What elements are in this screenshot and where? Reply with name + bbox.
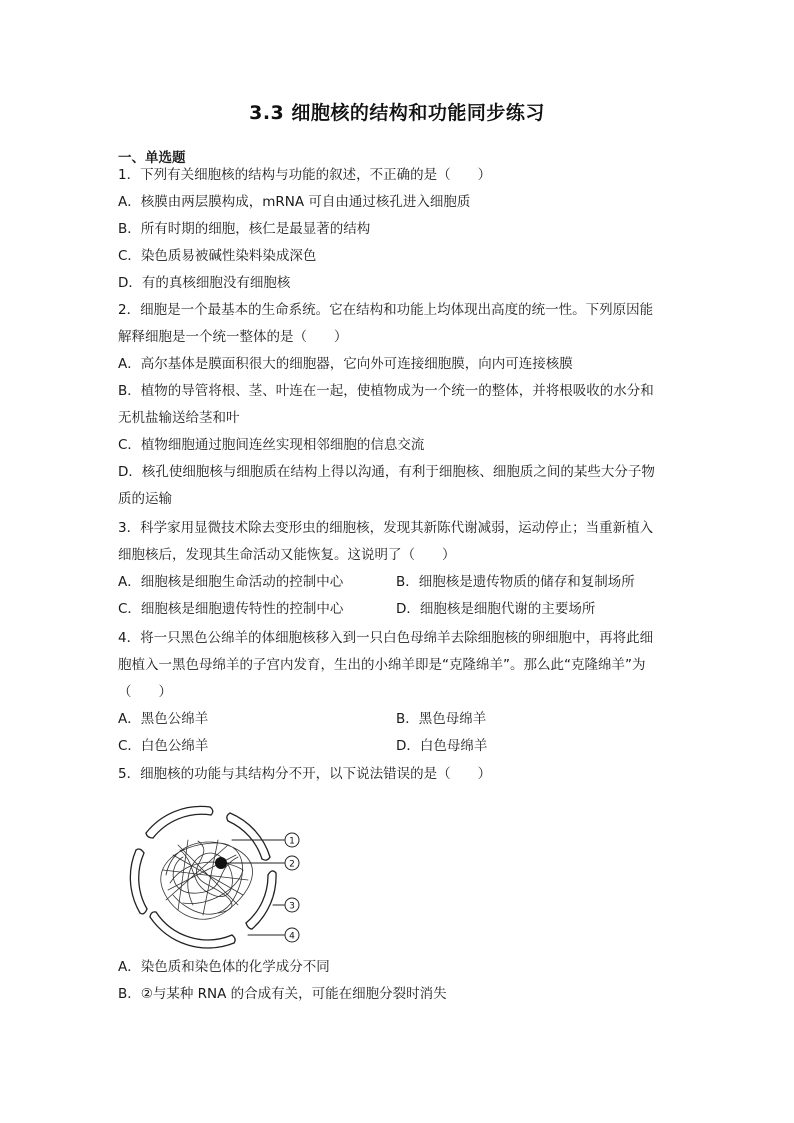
question-2-option-c: C．植物细胞通过胞间连丝实现相邻细胞的信息交流 bbox=[118, 437, 425, 453]
question-1-option-d: D．有的真核细胞没有细胞核 bbox=[118, 275, 291, 291]
label-4: 4 bbox=[289, 931, 295, 942]
question-2-option-b: B．植物的导管将根、茎、叶连在一起，使植物成为一个统一的整体，并将根吸收的水分和 bbox=[118, 383, 654, 399]
question-2-option-a: A．高尔基体是膜面积很大的细胞器，它向外可连接细胞膜，向内可连接核膜 bbox=[118, 356, 573, 372]
question-2-option-d: D．核孔使细胞核与细胞质在结构上得以沟通，有利于细胞核、细胞质之间的某些大分子物 bbox=[118, 464, 655, 480]
question-3-stem-line-2: 细胞核后，发现其生命活动又能恢复。这说明了（ ） bbox=[118, 547, 456, 563]
label-2: 2 bbox=[289, 859, 295, 870]
label-circles bbox=[285, 833, 299, 942]
label-3: 3 bbox=[289, 901, 295, 912]
question-1-option-b: B．所有时期的细胞，核仁是最显著的结构 bbox=[118, 221, 371, 237]
section-heading: 一、单选题 bbox=[118, 150, 186, 166]
question-4-option-b: B．黑色母绵羊 bbox=[396, 711, 487, 727]
question-3-option-b: B．细胞核是遗传物质的储存和复制场所 bbox=[396, 574, 635, 590]
question-3-option-d: D．细胞核是细胞代谢的主要场所 bbox=[396, 601, 596, 617]
nuclear-envelope-icon bbox=[130, 806, 276, 948]
label-1: 1 bbox=[289, 836, 295, 847]
page-title: 3.3 细胞核的结构和功能同步练习 bbox=[249, 102, 545, 124]
question-5-stem: 5．细胞核的功能与其结构分不开，以下说法错误的是（ ） bbox=[118, 766, 492, 782]
question-1-stem: 1．下列有关细胞核的结构与功能的叙述，不正确的是（ ） bbox=[118, 167, 492, 183]
question-2-option-d-cont: 质的运输 bbox=[118, 491, 172, 507]
question-3-option-c: C．细胞核是细胞遗传特性的控制中心 bbox=[118, 601, 344, 617]
question-4-option-a: A．黑色公绵羊 bbox=[118, 711, 209, 727]
nucleolus-icon bbox=[215, 857, 227, 869]
question-1-option-c: C．染色质易被碱性染料染成深色 bbox=[118, 248, 317, 264]
question-4-stem-line-3: （ ） bbox=[118, 684, 172, 700]
question-3-stem-line-1: 3．科学家用显微技术除去变形虫的细胞核，发现其新陈代谢减弱，运动停止；当重新植入 bbox=[118, 520, 654, 536]
question-4-stem-line-2: 胞植入一黑色母绵羊的子宫内发育，生出的小绵羊即是“克隆绵羊”。那么此“克隆绵羊”为 bbox=[118, 657, 646, 673]
question-5-option-a: A．染色质和染色体的化学成分不同 bbox=[118, 959, 330, 975]
question-2-stem-line-1: 2．细胞是一个最基本的生命系统。它在结构和功能上均体现出高度的统一性。下列原因能 bbox=[118, 302, 654, 318]
nucleus-structure-diagram bbox=[118, 795, 318, 950]
question-3-option-a: A．细胞核是细胞生命活动的控制中心 bbox=[118, 574, 344, 590]
question-2-stem-line-2: 解释细胞是一个统一整体的是（ ） bbox=[118, 329, 348, 345]
question-1-option-a: A．核膜由两层膜构成，mRNA 可自由通过核孔进入细胞质 bbox=[118, 194, 471, 210]
question-5-option-b: B．②与某种 RNA 的合成有关，可能在细胞分裂时消失 bbox=[118, 986, 447, 1002]
question-4-stem-line-1: 4．将一只黑色公绵羊的体细胞核移入到一只白色母绵羊去除细胞核的卵细胞中，再将此细 bbox=[118, 630, 654, 646]
question-4-option-d: D．白色母绵羊 bbox=[396, 738, 488, 754]
question-4-option-c: C．白色公绵羊 bbox=[118, 738, 209, 754]
question-2-option-b-cont: 无机盐输送给茎和叶 bbox=[118, 410, 240, 426]
chromatin-icon bbox=[161, 840, 253, 919]
